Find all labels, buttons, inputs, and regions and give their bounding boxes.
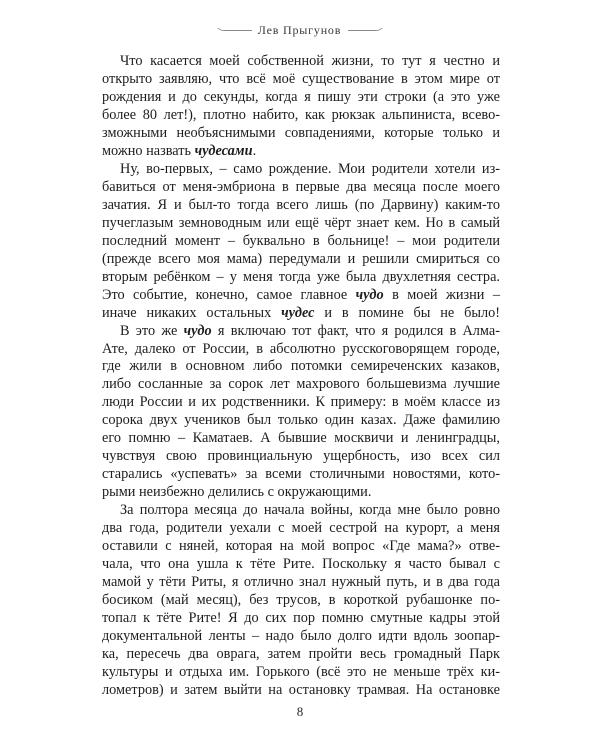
page-number: 8: [296, 704, 304, 719]
header-author: Лев Прыгунов: [257, 23, 342, 37]
text-line: Ну, во-первых, – само рождение. Мои родители хотели из-: [120, 160, 500, 177]
text-segment: я включаю тот факт, что я родился в Алма-: [211, 322, 500, 339]
text-line: рыми неизбежно делились с окружающими.: [102, 484, 372, 501]
paragraph: [102, 323, 500, 503]
text-line: чала, что она ушла к тёте Рите. Поскольку я часто бывал с: [102, 556, 500, 573]
text-line: сорока двух учеников был только один казах. Даже фамилию: [102, 412, 500, 429]
text-line: [102, 323, 500, 341]
text-segment: и в помине бы не было!: [314, 304, 501, 321]
emphasis-word: чудо: [355, 286, 384, 303]
text-line: последний момент – буквально в больнице! – мои родители: [102, 232, 500, 249]
text-line: вторым ребёнком – у меня тогда уже была двухлетняя сестра.: [102, 268, 500, 285]
text-segment: .: [252, 142, 257, 159]
text-segment: В это же: [120, 322, 184, 339]
emphasis-word: чудо: [183, 322, 212, 339]
text-line: Что касается моей собственной жизни, то тут я честно и: [120, 53, 500, 69]
text-line: два года, родители уехали с моей сестрой на курорт, а меня: [102, 520, 500, 537]
text-line: мамой у тёти Риты, я отлично знал нужный путь, и в два года: [102, 574, 500, 591]
paragraph: [102, 502, 500, 700]
text-line: лометров) и затем выйти на остановку трамвая. На остановке: [102, 681, 500, 698]
text-segment: иначе никаких остальных: [102, 304, 282, 321]
paragraph: [102, 161, 500, 323]
emphasis-word: чудес: [281, 304, 315, 321]
text-line: ка, пересечь два оврага, затем пройти весь громадный Парк: [102, 645, 500, 662]
header-ornament-left-icon: [217, 25, 253, 35]
emphasis-word: чудесами: [194, 142, 253, 159]
text-line: босиком (май месяц), без трусов, в короткой рубашонке по-: [102, 592, 500, 609]
text-line: [102, 287, 500, 305]
text-line: (прежде всего моя мама) передумали и решили смириться со: [102, 250, 500, 267]
text-segment: Это событие, конечно, самое главное: [102, 286, 356, 303]
running-header: [0, 22, 600, 38]
text-line: либо сосланные за сорок лет махрового большевизма лучшие: [102, 376, 500, 393]
text-line: более 80 лет!), плотно набито, как рюкзак альпиниста, всево-: [102, 106, 500, 123]
text-line: документальной ленты – надо было долго идти вдоль зоопар-: [102, 628, 500, 644]
text-line: бавиться от меня-эмбриона в первые два месяца после моего: [102, 178, 500, 195]
text-line: оставили с няней, которая на мой вопрос «Где мама?» отве-: [102, 538, 500, 555]
text-line: [102, 305, 500, 323]
text-line: топал к тёте Рите! Я до сих пор помню смутные кадры этой: [102, 610, 500, 627]
text-line: Ате, далеко от России, в абсолютно русскоговорящем городе,: [102, 340, 500, 357]
text-line: культуры и отдыха им. Горького (всё это не меньше трёх ки-: [102, 663, 500, 680]
text-line: где жили в основном либо потомки семиреченских казаков,: [102, 358, 500, 375]
text-line: люди России и их родственники. К примеру: в моём классе из: [102, 394, 500, 411]
text-line: зачатия. Я и был-то тогда всего лишь (по Дарвину) каким-то: [102, 196, 500, 213]
text-line: зможными необъяснимыми совпадениями, которые только и: [102, 124, 500, 141]
text-line: За полтора месяца до начала войны, когда мне было ровно: [120, 502, 500, 519]
text-line: его помню – Каматаев. А бывшие москвичи и ленинградцы,: [102, 430, 500, 447]
text-line: старались «успевать» за всеми столичными новостями, кото-: [102, 466, 500, 483]
text-line: рождения и до секунды, когда я пишу эти строки (а это уже: [102, 88, 500, 105]
text-segment: можно назвать: [102, 142, 195, 159]
header-ornament-right-icon: [347, 25, 383, 35]
text-line: пучеглазым земноводным или ещё чёрт знает кем. Но в самый: [102, 214, 500, 231]
text-line: чувствуя свою провинциальную ущербность, изо всех сил: [102, 448, 500, 465]
text-line: [102, 143, 500, 161]
text-line: открыто заявляю, что всё моё существование в этом мире от: [102, 70, 500, 87]
body-text: [102, 53, 500, 700]
text-segment: в моей жизни –: [383, 286, 500, 303]
paragraph: [102, 53, 500, 161]
